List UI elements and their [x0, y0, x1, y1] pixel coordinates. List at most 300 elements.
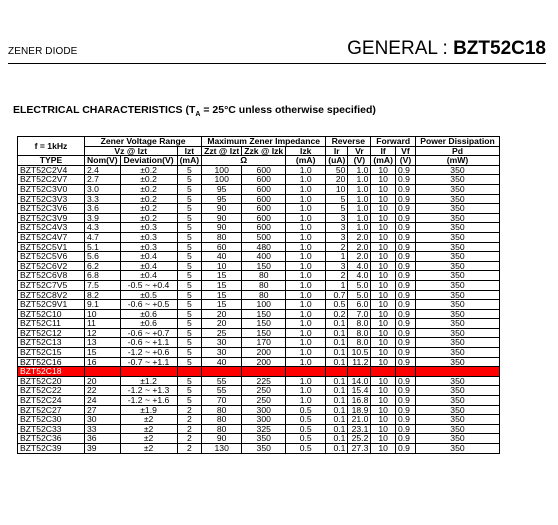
- ir-cell: 20: [326, 175, 348, 185]
- header-row-units: [18, 156, 500, 166]
- dev-cell: ±0.2: [120, 175, 177, 185]
- if-cell: 10: [371, 309, 396, 319]
- zzt-cell: 95: [202, 194, 242, 204]
- izt-cell: 5: [177, 165, 202, 175]
- type-cell: BZT52C27: [18, 405, 85, 415]
- pd-cell: 350: [415, 309, 499, 319]
- vf-cell: 0.9: [395, 424, 415, 434]
- ir-cell: 3: [326, 223, 348, 233]
- izk-cell: 1.0: [286, 396, 326, 406]
- pd-cell: 350: [415, 290, 499, 300]
- ir-cell: 0.1: [326, 338, 348, 348]
- izt-cell: 5: [177, 252, 202, 262]
- zzk-cell: 300: [242, 415, 286, 425]
- pd-cell: 350: [415, 328, 499, 338]
- ir-cell: 0.1: [326, 357, 348, 367]
- type-cell: BZT52C2V4: [18, 165, 85, 175]
- if-cell: 10: [371, 424, 396, 434]
- pd-header: Pd: [415, 146, 499, 156]
- vf-cell: 0.9: [395, 328, 415, 338]
- vr-cell: 6.0: [348, 300, 371, 310]
- dev-cell: -1.2 ~ +0.6: [120, 348, 177, 358]
- izk-cell: 1.0: [286, 223, 326, 233]
- vr-cell: 5.0: [348, 290, 371, 300]
- dev-cell: ±0.3: [120, 223, 177, 233]
- vf-cell: 0.9: [395, 357, 415, 367]
- pd-cell: 350: [415, 338, 499, 348]
- nom-cell: 5.1: [85, 242, 121, 252]
- dev-cell: -0.5 ~ +0.4: [120, 280, 177, 290]
- if-cell: 10: [371, 223, 396, 233]
- table-row: [18, 252, 500, 262]
- zzt-cell: 40: [202, 252, 242, 262]
- if-unit: (mA): [371, 156, 396, 166]
- izt-cell: 5: [177, 348, 202, 358]
- pd-cell: 350: [415, 232, 499, 242]
- type-cell: BZT52C6V2: [18, 261, 85, 271]
- pd-unit: (mW): [415, 156, 499, 166]
- vf-cell: 0.9: [395, 175, 415, 185]
- type-cell: BZT52C13: [18, 338, 85, 348]
- zzk-header: Zzk @ Izk: [242, 146, 286, 156]
- izt-cell: 5: [177, 376, 202, 386]
- ir-cell: 0.2: [326, 309, 348, 319]
- vf-cell: 0.9: [395, 232, 415, 242]
- type-cell: BZT52C20: [18, 376, 85, 386]
- izk-cell: 1.0: [286, 165, 326, 175]
- if-cell: 10: [371, 444, 396, 454]
- vf-cell: 0.9: [395, 348, 415, 358]
- pd-cell: 350: [415, 242, 499, 252]
- zzk-cell: 170: [242, 338, 286, 348]
- if-cell: 10: [371, 261, 396, 271]
- vf-cell: 0.9: [395, 405, 415, 415]
- izk-cell: 1.0: [286, 348, 326, 358]
- izt-cell: 5: [177, 338, 202, 348]
- ir-cell: 0.1: [326, 405, 348, 415]
- pd-cell: 350: [415, 367, 499, 377]
- type-cell: BZT52C16: [18, 357, 85, 367]
- zzt-cell: 15: [202, 280, 242, 290]
- table-row: [18, 184, 500, 194]
- izt-cell: 5: [177, 280, 202, 290]
- type-cell: BZT52C24: [18, 396, 85, 406]
- table-row: [18, 328, 500, 338]
- table-row: [18, 242, 500, 252]
- type-header: TYPE: [18, 156, 85, 166]
- type-cell: BZT52C5V6: [18, 252, 85, 262]
- ohm-unit: Ω: [202, 156, 286, 166]
- type-cell: BZT52C11: [18, 319, 85, 329]
- table-row: [18, 319, 500, 329]
- zzk-cell: 600: [242, 175, 286, 185]
- if-cell: 10: [371, 357, 396, 367]
- if-cell: 10: [371, 242, 396, 252]
- zzt-cell: 70: [202, 396, 242, 406]
- table-row: [18, 424, 500, 434]
- type-cell: BZT52C15: [18, 348, 85, 358]
- dev-cell: -1.2 ~ +1.3: [120, 386, 177, 396]
- type-cell: BZT52C3V9: [18, 213, 85, 223]
- dev-cell: ±0.4: [120, 261, 177, 271]
- vr-header: Vr: [348, 146, 371, 156]
- pd-cell: 350: [415, 280, 499, 290]
- dev-cell: ±0.3: [120, 232, 177, 242]
- vf-cell: 0.9: [395, 213, 415, 223]
- nom-cell: 3.0: [85, 184, 121, 194]
- zzt-cell: 25: [202, 328, 242, 338]
- ir-cell: 50: [326, 165, 348, 175]
- izk-cell: 0.5: [286, 405, 326, 415]
- nom-unit: Nom(V): [85, 156, 121, 166]
- vr-cell: 1.0: [348, 194, 371, 204]
- vf-cell: 0.9: [395, 396, 415, 406]
- ir-cell: 0.1: [326, 424, 348, 434]
- nom-cell: 3.9: [85, 213, 121, 223]
- ir-cell: 0.1: [326, 328, 348, 338]
- nom-cell: 2.7: [85, 175, 121, 185]
- izt-cell: 5: [177, 232, 202, 242]
- pd-cell: 350: [415, 165, 499, 175]
- if-cell: 10: [371, 184, 396, 194]
- header-row-groups: [18, 137, 500, 147]
- if-cell: 10: [371, 204, 396, 214]
- reverse-group-header: Reverse: [326, 137, 371, 147]
- pd-cell: 350: [415, 261, 499, 271]
- vf-cell: 0.9: [395, 444, 415, 454]
- vz-header: Vz @ Izt: [85, 146, 178, 156]
- pd-cell: 350: [415, 271, 499, 281]
- table-body: [18, 165, 500, 453]
- zzk-cell: 80: [242, 280, 286, 290]
- table-row: [18, 434, 500, 444]
- ir-cell: 0.1: [326, 376, 348, 386]
- nom-cell: 20: [85, 376, 121, 386]
- if-cell: 10: [371, 290, 396, 300]
- pd-cell: 350: [415, 396, 499, 406]
- ir-cell: 3: [326, 261, 348, 271]
- pd-cell: 350: [415, 424, 499, 434]
- nom-cell: 24: [85, 396, 121, 406]
- pd-cell: 350: [415, 376, 499, 386]
- vf-cell: 0.9: [395, 184, 415, 194]
- nom-cell: 2.4: [85, 165, 121, 175]
- table-row: [18, 271, 500, 281]
- ir-cell: 0.1: [326, 434, 348, 444]
- ir-cell: 1: [326, 280, 348, 290]
- vr-cell: 18.9: [348, 405, 371, 415]
- dev-cell: -1.2 ~ +1.6: [120, 396, 177, 406]
- vr-cell: 2.0: [348, 242, 371, 252]
- izk-cell: 1.0: [286, 367, 326, 377]
- izt-cell: 5: [177, 184, 202, 194]
- vr-cell: 2.0: [348, 232, 371, 242]
- nom-cell: 4.7: [85, 232, 121, 242]
- if-cell: 10: [371, 232, 396, 242]
- vr-cell: 8.0: [348, 328, 371, 338]
- vr-cell: 11.2: [348, 357, 371, 367]
- zzt-cell: 40: [202, 357, 242, 367]
- dev-cell: ±2: [120, 434, 177, 444]
- type-cell: BZT52C5V1: [18, 242, 85, 252]
- vr-cell: 8.0: [348, 338, 371, 348]
- zzt-cell: 100: [202, 175, 242, 185]
- ir-cell: 0.1: [326, 319, 348, 329]
- vr-unit: (V): [348, 156, 371, 166]
- dev-cell: -1.2 ~ +1.1: [120, 367, 177, 377]
- vf-cell: 0.9: [395, 204, 415, 214]
- type-cell: BZT52C9V1: [18, 300, 85, 310]
- izt-cell: 5: [177, 396, 202, 406]
- header-row-params: [18, 146, 500, 156]
- zzk-cell: 480: [242, 242, 286, 252]
- section-title-rest: = 25°C unless otherwise specified): [200, 104, 376, 116]
- ir-cell: 0.7: [326, 290, 348, 300]
- table-row: [18, 300, 500, 310]
- vf-cell: 0.9: [395, 280, 415, 290]
- pd-cell: 350: [415, 252, 499, 262]
- zzt-header: Zzt @ Izt: [202, 146, 242, 156]
- vf-cell: 0.9: [395, 415, 415, 425]
- table-row: [18, 194, 500, 204]
- vr-cell: 2.0: [348, 252, 371, 262]
- izt-cell: 5: [177, 300, 202, 310]
- nom-cell: 3.3: [85, 194, 121, 204]
- header-prefix: GENERAL :: [347, 38, 454, 59]
- section-title-sub: A: [195, 111, 201, 119]
- type-cell: BZT52C3V6: [18, 204, 85, 214]
- vr-cell: 15.4: [348, 386, 371, 396]
- pd-cell: 350: [415, 386, 499, 396]
- zzt-cell: 130: [202, 444, 242, 454]
- vf-cell: 0.9: [395, 290, 415, 300]
- izk-cell: 1.0: [286, 213, 326, 223]
- if-cell: 10: [371, 175, 396, 185]
- type-cell: BZT52C36: [18, 434, 85, 444]
- vr-cell: 16.8: [348, 396, 371, 406]
- zzk-cell: 150: [242, 328, 286, 338]
- zzt-cell: 20: [202, 309, 242, 319]
- izt-cell: 2: [177, 434, 202, 444]
- ir-cell: 2: [326, 271, 348, 281]
- zzt-cell: 100: [202, 165, 242, 175]
- izt-cell: 5: [177, 204, 202, 214]
- izk-cell: 1.0: [286, 300, 326, 310]
- izk-cell: 1.0: [286, 175, 326, 185]
- if-cell: 10: [371, 415, 396, 425]
- zzk-cell: 500: [242, 232, 286, 242]
- ir-cell: 0.1: [326, 386, 348, 396]
- izk-cell: 0.5: [286, 434, 326, 444]
- if-cell: 10: [371, 194, 396, 204]
- izk-cell: 0.5: [286, 415, 326, 425]
- ir-cell: 1: [326, 252, 348, 262]
- zzt-cell: 80: [202, 405, 242, 415]
- pd-cell: 350: [415, 357, 499, 367]
- type-cell: BZT52C10: [18, 309, 85, 319]
- if-cell: 10: [371, 252, 396, 262]
- zzt-cell: 90: [202, 213, 242, 223]
- zzk-cell: 150: [242, 319, 286, 329]
- zzk-cell: 600: [242, 184, 286, 194]
- nom-cell: 33: [85, 424, 121, 434]
- ir-cell: 0.1: [326, 348, 348, 358]
- izk-cell: 1.0: [286, 338, 326, 348]
- izt-cell: 5: [177, 175, 202, 185]
- zzk-cell: 350: [242, 434, 286, 444]
- table-row: [18, 175, 500, 185]
- nom-cell: 3.6: [85, 204, 121, 214]
- izk-cell: 1.0: [286, 280, 326, 290]
- vr-cell: 23.1: [348, 424, 371, 434]
- izt-cell: 5: [177, 290, 202, 300]
- table-row: [18, 213, 500, 223]
- dev-cell: ±0.4: [120, 252, 177, 262]
- type-cell: BZT52C4V3: [18, 223, 85, 233]
- vr-cell: 25.2: [348, 434, 371, 444]
- table-row: [18, 376, 500, 386]
- header-part-number: [347, 38, 546, 60]
- izk-cell: 1.0: [286, 242, 326, 252]
- dev-cell: -0.6 ~ +1.1: [120, 338, 177, 348]
- nom-cell: 4.3: [85, 223, 121, 233]
- zzk-cell: 600: [242, 213, 286, 223]
- zzt-cell: 80: [202, 232, 242, 242]
- zzt-cell: 80: [202, 415, 242, 425]
- zzt-cell: 60: [202, 242, 242, 252]
- type-cell: BZT52C6V8: [18, 271, 85, 281]
- izt-cell: 2: [177, 424, 202, 434]
- izt-cell: 5: [177, 194, 202, 204]
- zzt-cell: 30: [202, 348, 242, 358]
- type-cell: BZT52C12: [18, 328, 85, 338]
- dev-cell: ±0.6: [120, 309, 177, 319]
- zzk-cell: 325: [242, 424, 286, 434]
- izk-cell: 1.0: [286, 184, 326, 194]
- zzt-cell: 55: [202, 376, 242, 386]
- zzt-cell: 90: [202, 223, 242, 233]
- dev-cell: ±0.3: [120, 242, 177, 252]
- table-row: [18, 405, 500, 415]
- nom-cell: 27: [85, 405, 121, 415]
- power-group-header: Power Dissipation: [415, 137, 499, 147]
- izk-unit: (mA): [286, 156, 326, 166]
- izk-cell: 1.0: [286, 386, 326, 396]
- pd-cell: 350: [415, 300, 499, 310]
- table-row: [18, 338, 500, 348]
- pd-cell: 350: [415, 319, 499, 329]
- table-row: [18, 280, 500, 290]
- nom-cell: 7.5: [85, 280, 121, 290]
- zzt-cell: 55: [202, 386, 242, 396]
- if-cell: 10: [371, 348, 396, 358]
- impedance-group-header: Maximum Zener Impedance: [202, 137, 326, 147]
- pd-cell: 350: [415, 213, 499, 223]
- ir-header: Ir: [326, 146, 348, 156]
- dev-cell: ±2: [120, 444, 177, 454]
- zzt-cell: 20: [202, 319, 242, 329]
- if-cell: 10: [371, 328, 396, 338]
- zzk-cell: 250: [242, 386, 286, 396]
- nom-cell: 16: [85, 357, 121, 367]
- table-row: [18, 165, 500, 175]
- section-title: [13, 104, 376, 118]
- pd-cell: 350: [415, 405, 499, 415]
- nom-cell: 8.2: [85, 290, 121, 300]
- izk-cell: 1.0: [286, 319, 326, 329]
- izk-cell: 1.0: [286, 232, 326, 242]
- vf-header: Vf: [395, 146, 415, 156]
- izt-cell: 5: [177, 223, 202, 233]
- vr-cell: 1.0: [348, 184, 371, 194]
- izt-cell: 5: [177, 328, 202, 338]
- dev-cell: ±0.2: [120, 213, 177, 223]
- zzt-cell: 15: [202, 300, 242, 310]
- pd-cell: 350: [415, 175, 499, 185]
- pd-cell: 350: [415, 415, 499, 425]
- vf-cell: 0.9: [395, 319, 415, 329]
- izk-cell: 1.0: [286, 376, 326, 386]
- electrical-characteristics-table: [17, 136, 500, 454]
- zzk-cell: 300: [242, 405, 286, 415]
- vr-cell: 1.0: [348, 204, 371, 214]
- type-cell: BZT52C18: [18, 367, 85, 377]
- zzk-cell: 80: [242, 271, 286, 281]
- if-cell: 10: [371, 338, 396, 348]
- vf-cell: 0.9: [395, 386, 415, 396]
- ir-cell: 0.1: [326, 415, 348, 425]
- dev-cell: ±2: [120, 415, 177, 425]
- zzk-cell: 225: [242, 376, 286, 386]
- zzk-cell: 350: [242, 444, 286, 454]
- table-row: [18, 261, 500, 271]
- vf-cell: 0.9: [395, 261, 415, 271]
- nom-cell: 30: [85, 415, 121, 425]
- if-cell: 10: [371, 434, 396, 444]
- zzt-cell: 30: [202, 338, 242, 348]
- if-header: If: [371, 146, 396, 156]
- dev-cell: ±0.2: [120, 165, 177, 175]
- type-cell: BZT52C4V7: [18, 232, 85, 242]
- ir-cell: 3: [326, 232, 348, 242]
- if-cell: 10: [371, 319, 396, 329]
- nom-cell: 6.2: [85, 261, 121, 271]
- vf-cell: 0.9: [395, 242, 415, 252]
- dev-cell: ±1.2: [120, 376, 177, 386]
- if-cell: 10: [371, 376, 396, 386]
- table-row: [18, 357, 500, 367]
- vr-cell: 1.0: [348, 223, 371, 233]
- izt-header: Izt: [177, 146, 202, 156]
- zzt-cell: 15: [202, 271, 242, 281]
- vr-cell: 1.0: [348, 165, 371, 175]
- nom-cell: 11: [85, 319, 121, 329]
- if-cell: 10: [371, 280, 396, 290]
- zzk-cell: 150: [242, 261, 286, 271]
- dev-cell: -0.6 ~ +0.5: [120, 300, 177, 310]
- zzk-cell: 600: [242, 204, 286, 214]
- vf-cell: 0.9: [395, 376, 415, 386]
- zzt-cell: 15: [202, 290, 242, 300]
- izt-cell: 5: [177, 309, 202, 319]
- table-row: [18, 290, 500, 300]
- zzt-cell: 90: [202, 204, 242, 214]
- zzk-cell: 80: [242, 290, 286, 300]
- izt-cell: 5: [177, 271, 202, 281]
- izt-cell: 2: [177, 405, 202, 415]
- type-cell: BZT52C3V0: [18, 184, 85, 194]
- nom-cell: 36: [85, 434, 121, 444]
